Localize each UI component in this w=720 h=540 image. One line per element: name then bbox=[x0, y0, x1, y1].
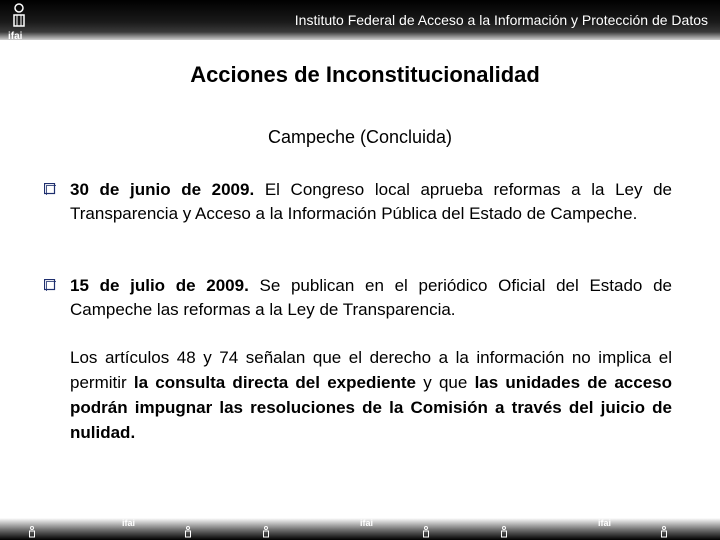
bullet-item bbox=[44, 178, 672, 226]
body-paragraph bbox=[70, 345, 672, 445]
paragraph-text: y que bbox=[416, 373, 475, 392]
bullet-text: Se publican en el periódico Oficial del Estado de Campeche las reformas a la Ley de Transparencia. bbox=[70, 276, 672, 319]
paragraph-bold: la consulta directa del expediente bbox=[133, 373, 417, 392]
checkbox-bullet-icon bbox=[44, 279, 56, 291]
footer-logo-text: ifai bbox=[360, 518, 374, 528]
paragraph-text: Los artículos 48 y 74 señalan que el derecho a la información no implica el permitir bbox=[70, 348, 672, 392]
institute-name: Instituto Federal de Acceso a la Información y Protección de Datos bbox=[294, 12, 708, 28]
footer-logo-icon bbox=[262, 526, 270, 538]
page-title: Acciones de Inconstitucionalidad bbox=[190, 62, 540, 87]
footer-logo-icon bbox=[660, 526, 668, 538]
bullet-date: 30 de junio de 2009. bbox=[70, 180, 255, 199]
bullet-item bbox=[44, 274, 672, 322]
footer-logo-icon bbox=[422, 526, 430, 538]
bullet-text: El Congreso local aprueba reformas a la Ley de Transparencia y Acceso a la Información Pública del Estado de Campeche. bbox=[70, 180, 673, 223]
footer-logo-text: ifai bbox=[122, 518, 136, 528]
footer-logo-icon bbox=[28, 526, 36, 538]
ifai-logo-icon bbox=[6, 2, 32, 42]
paragraph-bold: las unidades de acceso podrán impugnar las resoluciones de la Comisión a través del juicio de nulidad. bbox=[70, 373, 672, 442]
footer-logo-icon bbox=[184, 526, 192, 538]
footer-bar bbox=[0, 518, 720, 540]
footer-logo-icon bbox=[500, 526, 508, 538]
header-bar bbox=[0, 0, 720, 40]
footer-logo-text: ifai bbox=[598, 518, 612, 528]
bullet-date: 15 de julio de 2009. bbox=[70, 276, 249, 295]
checkbox-bullet-icon bbox=[44, 183, 56, 195]
page-subtitle: Campeche (Concluida) bbox=[267, 127, 453, 147]
svg-text:ifai: ifai bbox=[8, 31, 23, 42]
